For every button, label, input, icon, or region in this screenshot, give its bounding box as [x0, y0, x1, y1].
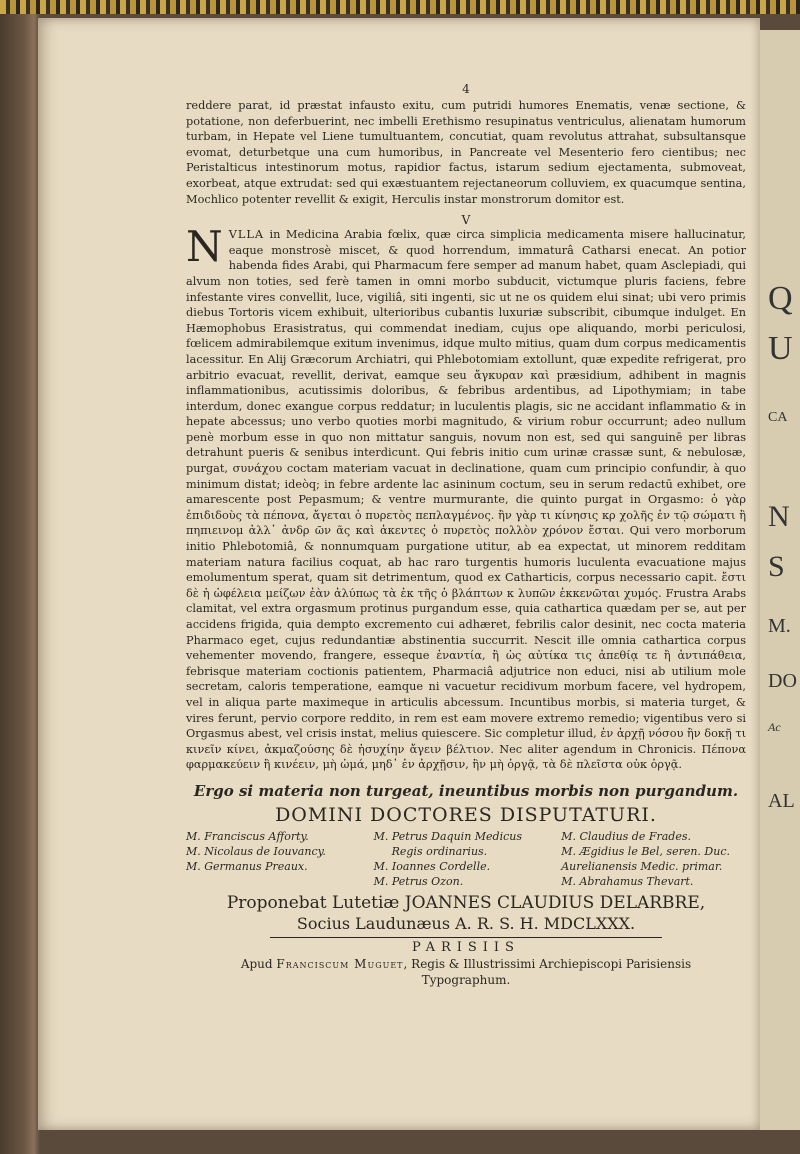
imprint-line-1 — [186, 956, 746, 972]
imprint-pre: Apud — [240, 956, 273, 971]
doctors-column-2 — [374, 829, 559, 889]
adjacent-fragment: N — [768, 500, 790, 533]
adjacent-fragment: Q — [768, 280, 793, 317]
adjacent-fragment: M. — [768, 615, 791, 637]
imprint-line-2: Typographum. — [421, 972, 511, 987]
doctors-column-1 — [186, 829, 371, 889]
doctor-name: Aurelianensis Medic. primar. — [561, 859, 723, 873]
doctors-list — [186, 829, 746, 889]
doctors-column-3 — [561, 829, 746, 889]
proponent-line-1: Proponebat Lutetiæ JOANNES CLAUDIUS DELARBRE, — [226, 892, 706, 913]
doctor-name: M. Nicolaus de Iouvancy. — [186, 844, 326, 858]
decorative-border — [0, 0, 800, 14]
doctor-name: M. Franciscus Afforty. — [186, 829, 309, 843]
proponent-line-2: Socius Laudunæus A. R. S. H. MDCLXXX. — [296, 913, 636, 933]
adjacent-fragment: AL — [768, 790, 795, 812]
doctor-name: M. Abrahamus Thevart. — [561, 874, 694, 888]
thesis-conclusion: Ergo si materia non turgeat, ineuntibus morbis non purgandum. — [193, 781, 739, 800]
paragraph-2 — [186, 222, 746, 773]
page-content — [186, 82, 746, 988]
drop-cap: N — [186, 222, 223, 272]
doctor-name: M. Germanus Preaux. — [186, 859, 308, 873]
imprint-city: PARISIIS — [412, 939, 520, 955]
section-numeral: V — [461, 213, 471, 228]
doctor-name: M. Ioannes Cordelle. — [373, 859, 491, 873]
doctors-heading: DOMINI DOCTORES DISPUTATURI. — [275, 803, 657, 826]
adjacent-fragment: CA — [768, 410, 788, 425]
paragraph-2-text: in Medicina Arabia fœlix, quæ circa simplicia medicamenta misere hallucinatur, eaque monstrosè miscet, & quod horrendum, immaturâ Catharsi enecat. An potior habenda fides Arabi, qui Pharmacum fere semper ad manum habet, quam Asclepiadi, qui alvum non toties, sed ferè tamen in omni morbo subducit, victumque pluris faciens, febre infestante vires convellit, luce, vigiliâ, siti ingenti, sic ut ne os quidem elui sinat; ubi vero primis diebus Tortoris vicem exhibuit, ulterioribus cubantis luxuriæ subscribit, cibumque indulget. En Hæmophobus Erasistratus, qui commendat inediam, cujus ope aliquando, morbi periculosi, fœlicem admirabilemque exitum invenimus, idque multo mitius, quam dum corpus medicamentis lacessitur. En Alij Græcorum Archiatri, qui Phlebotomiam extollunt, quæ expedite refrigerat, pro arbitrio evacuat, revellit, derivat, eamque seu ἄγκυραν καὶ præsidium, adhibent in magnis inflammationibus, acutissimis doloribus, & febribus ardentibus, ad Lipothymiam; in tabe interdum, donec exangue corpus reddatur; in luculentis plagis, sic ne accidant inflammatio & in hepate abcessus; uno verbo quoties morbi magnitudo, & virium robur occurrunt; adeo nullum penè morbum esse in quo non mittatur sanguis, novum non est, sed qui sanguinē per libras detrahunt pueris & senibus interdicunt. Qui febris initio cum urinæ crassæ sunt, & nebulosæ, purgat, συνάχου coctam materiam vacuat in declinatione, quam cum principio confundir, à quo minimum distat; ideòq; in febre ardente lac asininum coctum, seu in serum redactū exhibet, ore amarescente post Pepasmum; & ventre murmurante, die quinto purgat in Orgasmo: ὁ γὰρ ἐπιδιδοὺς τὰ πέπονα, ἄγεται ὁ πυρετὸς πεπλαγμένος. ἢν γὰρ τι κίνησις κρ χολῆς ἐν τῷ σώματι ἢ πηπιεινομ ἀλλ᾽ ἀνδρ ῶν ᾶς καὶ ἀκεντες ὁ πυρετὸς πολλὸν χρόνον ἔσται. Qui vero morborum initio Phlebotomiâ, & nonnumquam purgatione utitur, ab ea expectat, ut minorem redditam materiam natura facilius coquat, ab hac raro turgentis humoris luculenta evacuatione majus emolumentum sperat, quam sit detrimentum, quod ex Catharticis, corpus necessario capit. ἔστι δὲ ἡ ὠφέλεια μείζων ἐὰν ἀλύπως τὰ ἐκ τῆς ὁ βλάπτων κ λυπῶν ἐκκενῶται χυμός. Frustra Arabs clamitat, vel extra orgasmum protinus purgandum esse, quia cathartica quædam per se, aut per accidens frigida, quia dempto excremento cui adhæret, febrilis calor desinit, nec cocta materia Pharmaco eget, cujus redundantiæ abstinentia succurrit. Nescit ille omnia cathartica corpus vehementer movendo, frangere, esseque ἐναντία, ἢ ὡς αὐτίκα τις ἀπεθίᾳ τε ἢ ἀντιπάθεια, febrisque materiam coctionis patientem, Pharmaciâ adjutrice non educi, nisi ab utilium mole secretam, caloris temperatione, eamque ni vacuetur recidivum morbum facere, vel hydropem, vel in aliqua parte maximeque in articulis abcessum. Incuntibus morbis, si materia turget, & vires ferunt, pervio corpore reddito, in rem est eam movere extremo remedio; vigentibus vero si Orgasmus abest, vel crisis instat, melius quiescere. Sic completur illud, ἐν ἀρχῇ νόσου ἢν δοκῇ τι κινεῖν κίνει, ἀκμαζούσης δὲ ἡσυχίην ἄγειν βέλτιον. Nec aliter agendum in Chronicis. Πέπονα φαρμακεύειν ἢ κινέειν, μὴ ὠμά, μηδ᾽ ἐν ἀρχῇσιν, ἢν μὴ ὀργᾷ, τὰ δὲ πλεῖστα οὐκ ὀργᾷ. — [186, 228, 746, 772]
adjacent-fragment: U — [768, 330, 793, 367]
adjacent-fragment: S — [768, 550, 785, 583]
imprint-printer: Franciscum Muguet — [276, 956, 404, 971]
page-number: 4 — [462, 82, 470, 96]
doctor-name: M. Ægidius le Bel, seren. Duc. — [561, 844, 730, 858]
doctor-name: M. Petrus Daquin Medicus — [373, 829, 522, 843]
doctor-name: Regis ordinarius. — [391, 844, 488, 858]
doctor-name: M. Petrus Ozon. — [373, 874, 464, 888]
adjacent-fragment: Ac — [768, 720, 781, 734]
adjacent-page-edge — [760, 30, 800, 1130]
doctor-name: M. Claudius de Frades. — [561, 829, 691, 843]
paragraph-2-lead: VLLA — [228, 228, 265, 242]
paragraph-1: reddere parat, id præstat infausto exitu, cum putridi humores Enematis, venæ sectione, & potatione, non deferbuerint, nec imbelli Erethismo resupinatus ventriculus, alienatam humorum turbam, in Hepate vel Liene tumultuantem, concutiat, quam revolutus attrahat, subsultansque evomat, deturbetque una cum humoribus, in Pancreate vel Mesenterio fero cientibus; nec Peristalticus intestinorum motus, rapidior factus, istarum sedium ejectamenta, submoveat, exorbeat, atque extrudat: sed qui exæstuantem rejectaneorum colluviem, ex quacumque sentina, Mochlico potenter revellit & exigit, Herculis instar monstrorum domitor est. — [186, 99, 746, 206]
divider-rule — [270, 937, 662, 938]
adjacent-fragment: DO — [768, 670, 797, 692]
imprint-post: , Regis & Illustrissimi Archiepiscopi Parisiensis — [403, 956, 692, 971]
